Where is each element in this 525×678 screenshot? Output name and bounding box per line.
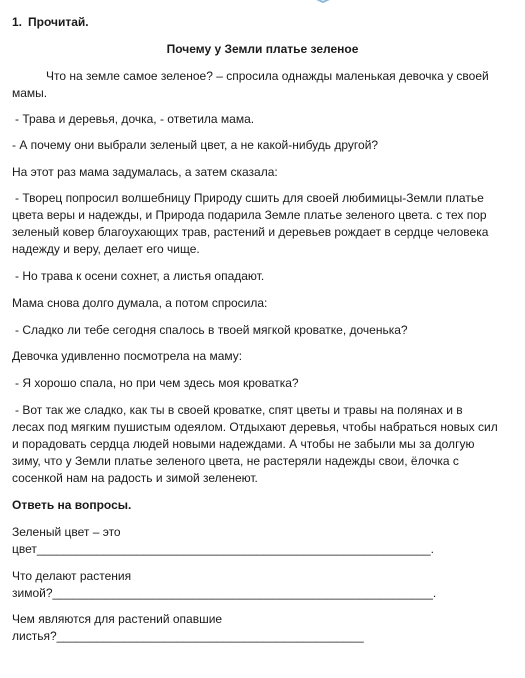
story-paragraph: - Творец попросил волшебницу Природу сшить для своей любимицы-Земли платье цвета веры и надежды, и Природа подарила Земле платье зеленого цвета. с тех пор зеленый ковер благоухающих трав, растений и деревьев рождает в сердце человека надежду и веру, делает его чище. xyxy=(12,191,489,256)
story-paragraph: - Трава и деревья, дочка, - ответила мама. xyxy=(15,112,255,126)
question-1-text: Зеленый цвет – это xyxy=(12,525,121,539)
top-ornament-icon xyxy=(308,0,338,4)
question-3-answer-line[interactable]: листья?______________________________________________ xyxy=(12,629,364,643)
question-3-text: Чем являются для растений опавшие xyxy=(12,612,223,626)
story-paragraph: - Но трава к осени сохнет, а листья опадают. xyxy=(15,269,265,283)
story-paragraph: - Сладко ли тебе сегодня спалось в твоей мягкой кроватке, доченька? xyxy=(15,323,408,337)
question-1-answer-line[interactable]: цвет___________________________________________________________. xyxy=(12,542,434,556)
questions-heading: Ответь на вопросы. xyxy=(12,498,132,512)
question-2-text: Что делают растения xyxy=(12,569,132,583)
question-2-answer-line[interactable]: зимой?_________________________________________________________. xyxy=(12,586,437,600)
story-paragraph: На этот раз мама задумалась, а затем сказала: xyxy=(12,165,278,179)
story-paragraph: Девочка удивленно посмотрела на маму: xyxy=(12,349,243,363)
story-paragraph: - Вот так же сладко, как ты в своей кроватке, спят цветы и травы на полянах и в лесах под мягким пушистым одеялом. Отдыхают деревья, чтобы набраться новых сил и порадовать сердца людей новыми надеждами. А чтобы не забыли мы за долгую зиму, что у Земли платье зеленого цвета, не растеряли надежды свои, ёлочка с сосенкой нам на радость и зимой зеленеют. xyxy=(12,403,498,485)
story-title: Почему у Земли платье зеленое xyxy=(166,42,359,56)
story-paragraph: - Я хорошо спала, но при чем здесь моя кроватка? xyxy=(15,376,299,390)
task-number: 1. xyxy=(12,15,23,29)
task-heading xyxy=(12,15,89,29)
story-paragraph: - А почему они выбрали зеленый цвет, а не какой-нибудь другой? xyxy=(12,138,379,152)
story-paragraph: Мама снова долго думала, а потом спросила: xyxy=(12,296,268,310)
story-paragraph: Что на земле самое зеленое? – спросила однажды маленькая девочка у своей мамы. xyxy=(12,69,489,100)
task-title: Прочитай. xyxy=(28,15,89,29)
